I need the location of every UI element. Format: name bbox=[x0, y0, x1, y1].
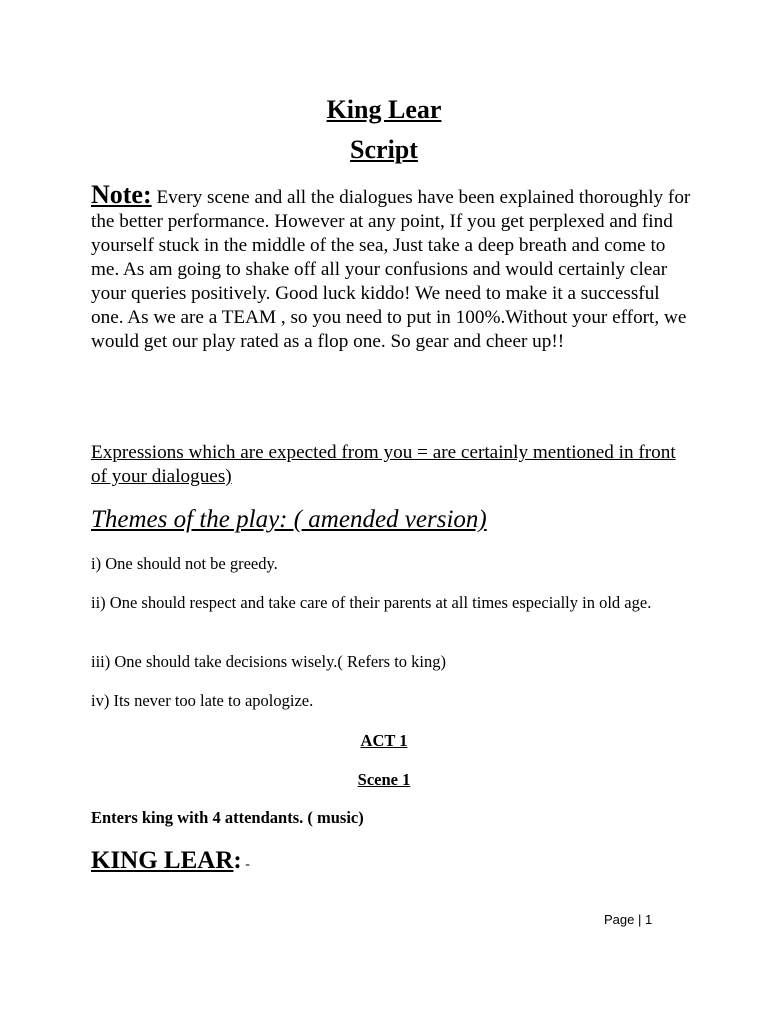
speaker-dash: - bbox=[241, 857, 250, 872]
theme-item: iv) Its never too late to apologize. bbox=[91, 691, 314, 710]
note-paragraph bbox=[91, 180, 691, 354]
scene-heading: Scene 1 bbox=[357, 770, 411, 789]
note-text: Every scene and all the dialogues have been explained thoroughly for the better performance. However at any point, If you get perplexed and find yourself stuck in the middle of the sea, Just take a deep breath and come to me. As am going to shake off all your confusions and would certainly clear your queries positively. Good luck kiddo! We need to make it a successful one. As we are a TEAM , so you need to put in 100%.Without your effort, we would get our play rated as a flop one. So gear and cheer up!! bbox=[91, 187, 691, 352]
stage-direction: Enters king with 4 attendants. ( music) bbox=[91, 808, 364, 827]
theme-item: ii) One should respect and take care of their parents at all times especially in old age. bbox=[91, 593, 652, 612]
themes-heading: Themes of the play: ( amended version) bbox=[91, 506, 487, 533]
speaker-colon: : bbox=[233, 847, 242, 874]
expressions-line: Expressions which are expected from you = are certainly mentioned in front of your dialogues) bbox=[91, 442, 676, 487]
document-subtitle: Script bbox=[350, 135, 418, 164]
act-heading: ACT 1 bbox=[360, 731, 408, 750]
theme-item: i) One should not be greedy. bbox=[91, 554, 278, 573]
document-title: King Lear bbox=[326, 95, 442, 124]
speaker-name: KING LEAR bbox=[91, 847, 234, 874]
theme-item: iii) One should take decisions wisely.( Refers to king) bbox=[91, 652, 446, 671]
page-number-footer: Page | 1 bbox=[604, 912, 653, 927]
speaker-line bbox=[91, 846, 250, 880]
note-label: Note: bbox=[91, 180, 152, 209]
